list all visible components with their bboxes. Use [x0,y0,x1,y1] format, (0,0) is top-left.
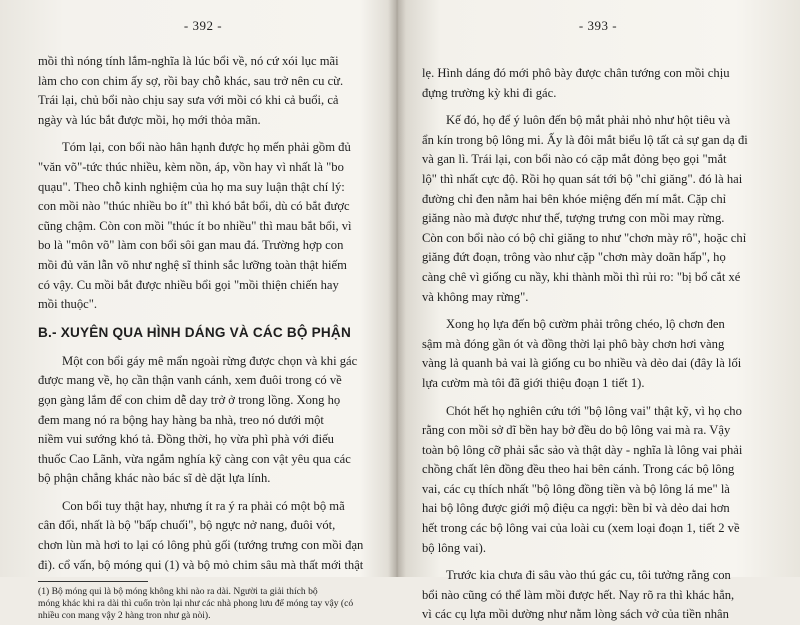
footnote-line: nhiều con mang vậy 2 hàng tron như gà nòi). [38,610,211,622]
text-line: cân đối, nhất là bộ "bấp chuối", bộ ngực nở nang, đuôi vót, [38,518,336,533]
text-line: con mồi nào "thúc nhiều bo ít" thì khó bắt bổi, dù có bắt được [38,199,350,214]
text-line: "văn võ"-tức thúc nhiều, kèm nồn, áp, vồn hay vì nhất là "bo [38,159,344,174]
text-line: rằng con mồi sở dĩ bền hay bở đều do bộ lông vai mà ra. Vậy [422,423,731,438]
text-line: mồi thì nóng tính lắm-nghĩa là lúc bổi về, nó cứ xói lục mãi [38,54,339,68]
text-line: toàn bộ lông cỡ phải sắc sảo và thật dày - nghĩa là lông vai phải [422,442,743,457]
left-paragraph-2 [38,138,368,314]
text-line: và gan lì. Trái lại, con bổi nào có cặp mắt đỏng bẹo gọi "mắt [422,152,727,167]
text-line: đem mang nó ra bộng hay hàng ba nhà, treo nó dưới một [38,412,324,427]
text-line: niềm vui sướng khó tả. Đồng thời, họ vừa phì phà với điếu [38,432,334,447]
text-line: có vậy. Cu mồi bắt được nhiều bổi gọi "mồi thiện chiến hay [38,277,339,292]
text-line: Một con bổi gáy mê mẩn ngoài rừng được chọn và khi gác [62,353,358,368]
right-paragraph-5 [422,566,774,625]
text-line: chơn lùn mà hơi to lại có lông phủ gối (tướng trưng con mồi đạn [38,538,364,553]
text-line: Còn con bổi nào có bộ chỉ giăng to như "chơn mày rô", hoặc chỉ [422,230,747,245]
footnote [38,586,368,622]
footnote-line: móng khác khi ra dài thì cuốn tròn lại như các nhà phong lưu để móng tay vậy (có [38,598,354,610]
text-line: sậm mà đóng gần ót và đồng thời lại phô bày chơn hơi vàng [422,336,725,351]
text-line: lựa cườm mà tôi đã giới thiệu đoạn 1 tiết 1). [422,375,645,390]
text-line: đựng trường kỳ khi đi gác. [422,85,557,100]
right-page [422,0,774,622]
left-paragraph-3 [38,352,368,489]
text-line: Trái lại, chủ bổi nào chịu say sưa với mồi có khi cả buổi, cả [38,93,339,108]
text-line: bộ lông vai). [422,540,487,555]
text-line: đường chỉ đen nằm hai bên khóe miệng đến mí mắt. Cặp chỉ [422,191,727,206]
page-number-right: - 393 - [578,18,618,33]
section-heading: B.- XUYÊN QUA HÌNH DÁNG VÀ CÁC BỘ PHẬN [38,324,351,340]
text-line: ngày và lúc bắt được mồi, họ mới thỏa mãn. [38,112,261,127]
text-line: làm cho con chim ấy sợ, rồi bay chỗ khác, sau trở nên cu cừ. [38,73,344,88]
text-line: Chót hết họ nghiên cứu tới "bộ lông vai" thật kỹ, vì họ cho [446,403,742,418]
text-line: thuốc Cao Lãnh, vừa ngắm nghía kỹ càng con vật yêu qua các [38,451,351,466]
text-line: Xong họ lựa đến bộ cườm phải trông chéo, lộ chơn đen [446,317,725,332]
left-paragraph-4 [38,497,368,575]
text-line: lẹ. Hình dáng đó mới phô bày được chân tướng con mồi chịu [422,66,730,80]
text-line: ẩn kín trong bộ lông mi. Ấy là đôi mắt biểu lộ tất cả sự gan dạ đi [422,132,748,147]
text-line: gọn gàng lắm để con chim dễ day trở ở trong lồng. Xong họ [38,392,341,407]
left-page [38,0,368,622]
text-line: bo là "môn võ" làm con bổi sôi gan mau đá. Trường hợp con [38,238,344,253]
text-line: vàng lả quanh bả vai là giống cu bo nhiều và dẻo dai (đây là lối [422,356,742,371]
right-paragraph-2 [422,111,774,307]
text-line: quạu". Theo chỗ kinh nghiệm của họ ma suy luận thật chí lý: [38,179,345,194]
right-paragraph-3 [422,315,774,393]
text-line: chồng chất lên đồng đều theo hai bên cánh. Trong các bộ lông [422,462,735,477]
text-line: Kế đó, họ để ý luôn đến bộ mắt phải nhỏ như hột tiêu và [446,113,731,128]
text-line: Con bổi tuy thật hay, nhưng ít ra ý ra phải có một bộ mã [62,498,345,513]
footnote-line: (1) Bộ móng qui là bộ móng không khi nào ra dài. Người ta giải thích bộ [38,586,318,598]
text-line: Trước kia chưa đi sâu vào thú gác cu, tôi tưởng rằng con [446,568,731,583]
page-number-left: - 392 - [183,18,223,33]
text-line: lộ" thì nhất cực độ. Rồi họ quan sát tới bộ "chỉ giăng". đó là hai [422,171,743,186]
right-paragraph-1 [422,64,774,103]
text-line: hết trong các bộ lông vai của loài cu (xem loại đoạn 1, tiết 2 về [422,521,740,536]
text-line: và không may rừng". [422,289,529,304]
right-paragraph-4 [422,402,774,559]
text-line: cũng chậm. Còn con mồi "thúc ít bo nhiều" thì mau bắt bổi, vì [38,218,352,233]
text-line: giăng đứt đoạn, trông vào như cặp "chơn mày doãn hấp", họ [422,250,726,265]
text-line: mồi thuộc". [38,297,98,312]
text-line: được mang về, họ cần thận vanh cánh, xem đuôi trong có về [38,373,342,388]
left-paragraph-1 [38,52,368,130]
text-line: bổi nào cũng có thể làm mồi được hết. Nay rõ ra thì khác hẳn, [422,587,735,602]
text-line: bộ phận chẳng khác nào bác sĩ dè dặt lựa lính. [38,471,271,486]
footnote-rule [38,581,148,582]
text-line: vai, các cụ thích nhất "bộ lông đồng tiền và bộ lông lá me" là [422,481,730,496]
text-line: Tóm lại, con bổi nào hân hạnh được họ mến phải gồm đủ [62,140,351,155]
text-line: mồi đủ văn lẫn võ như nghệ sĩ thinh sắc lưỡng toàn thật hiếm [38,257,347,272]
text-line: vì các cụ lựa mồi dường như nằm lòng sách vở của tiền nhân [422,607,729,622]
text-line: càng chê vì giống cu nầy, khi thành mồi thì rủi ro: "bị bổ cắt xé [422,269,741,284]
text-line: giăng nào mà được như thế, tượng trưng con mồi may rừng. [422,211,725,226]
left-page-body [38,52,368,622]
text-line: hai bộ lông được giới mộ điệu ca ngợi: bền bỉ và dẻo dai hơn [422,501,730,516]
book-gutter [388,0,406,577]
text-line: đi). cổ vấn, bộ móng qui (1) và bộ mỏ chim sâu mà thất mới thật [38,557,364,572]
right-page-body [422,64,774,625]
